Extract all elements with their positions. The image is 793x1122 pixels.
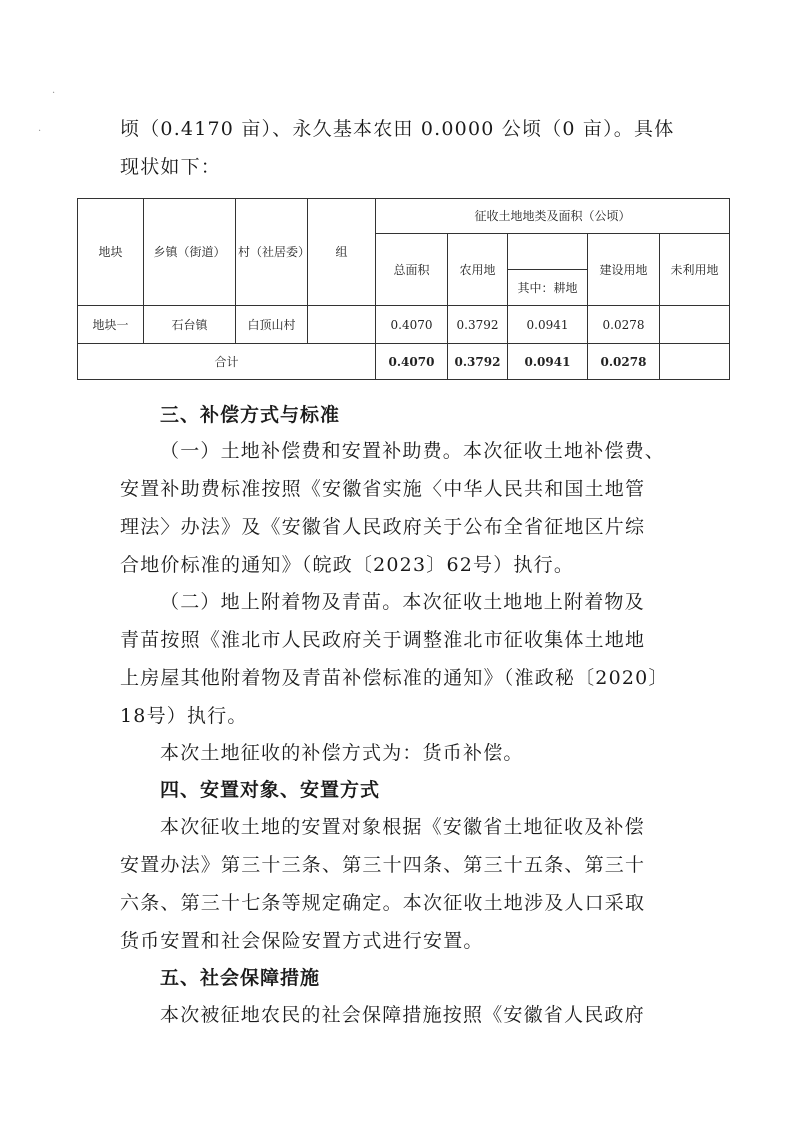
cell-group <box>308 306 376 344</box>
sum-unused <box>660 344 730 380</box>
section-3-p1-line: （一）土地补偿费和安置补助费。本次征收土地补偿费、 <box>160 440 666 462</box>
sum-label: 合计 <box>78 344 376 380</box>
cell-construction: 0.0278 <box>588 306 660 344</box>
table-sum-row <box>78 344 730 380</box>
scan-speck: · <box>38 126 42 137</box>
section-3-p1-line: 理法〉办法》及《安徽省人民政府关于公布全省征地区片综 <box>120 516 646 538</box>
section-3-p2-line: 上房屋其他附着物及青苗补偿标准的通知》（淮政秘〔2020〕 <box>120 667 669 689</box>
cell-village: 白顶山村 <box>236 306 308 344</box>
header-town: 乡镇（街道） <box>144 199 236 306</box>
cell-total: 0.4070 <box>376 306 448 344</box>
section-4-heading: 四、安置对象、安置方式 <box>160 779 381 801</box>
cell-cultivated: 0.0941 <box>508 306 588 344</box>
cell-farm: 0.3792 <box>448 306 508 344</box>
header-construction: 建设用地 <box>588 234 660 306</box>
section-4-p1-line: 六条、第三十七条等规定确定。本次征收土地涉及人口采取 <box>120 892 646 914</box>
section-4-p1-line: 本次征收土地的安置对象根据《安徽省土地征收及补偿 <box>160 816 645 838</box>
intro-line-2: 现状如下： <box>120 156 222 178</box>
section-3-p3: 本次土地征收的补偿方式为：货币补偿。 <box>160 742 524 764</box>
sum-farm: 0.3792 <box>448 344 508 380</box>
section-5-heading: 五、社会保障措施 <box>160 967 321 989</box>
header-block: 地块 <box>78 199 144 306</box>
intro-line-1: 顷（0.4170 亩）、永久基本农田 0.0000 公顷（0 亩）。具体 <box>120 118 675 140</box>
header-unused: 未利用地 <box>660 234 730 306</box>
scan-speck: · <box>52 88 56 99</box>
header-total: 总面积 <box>376 234 448 306</box>
section-3-p2-line: （二）地上附着物及青苗。本次征收土地地上附着物及 <box>160 591 645 613</box>
cell-town: 石台镇 <box>144 306 236 344</box>
sum-total: 0.4070 <box>376 344 448 380</box>
header-group: 组 <box>308 199 376 306</box>
land-area-table <box>77 198 730 380</box>
section-3-p1-line: 合地价标准的通知》（皖政〔2023〕62号）执行。 <box>120 554 575 576</box>
sum-construction: 0.0278 <box>588 344 660 380</box>
header-cultivated: 其中：耕地 <box>508 270 588 306</box>
cell-block: 地块一 <box>78 306 144 344</box>
section-4-p1-line: 货币安置和社会保险安置方式进行安置。 <box>120 930 484 952</box>
section-3-p2-line: 18号）执行。 <box>120 705 248 727</box>
table-row <box>78 306 730 344</box>
cell-unused <box>660 306 730 344</box>
section-3-heading: 三、补偿方式与标准 <box>160 404 341 426</box>
section-4-p1-line: 安置办法》第三十三条、第三十四条、第三十五条、第三十 <box>120 854 646 876</box>
section-5-p1: 本次被征地农民的社会保障措施按照《安徽省人民政府 <box>160 1004 645 1026</box>
section-3-p2-line: 青苗按照《淮北市人民政府关于调整淮北市征收集体土地地 <box>120 629 646 651</box>
header-farm: 农用地 <box>448 234 508 306</box>
header-land-area: 征收土地地类及面积（公顷） <box>376 199 730 234</box>
section-3-p1-line: 安置补助费标准按照《安徽省实施〈中华人民共和国土地管 <box>120 478 646 500</box>
header-village: 村（社居委） <box>236 199 308 306</box>
header-blank <box>508 234 588 270</box>
sum-cultivated: 0.0941 <box>508 344 588 380</box>
